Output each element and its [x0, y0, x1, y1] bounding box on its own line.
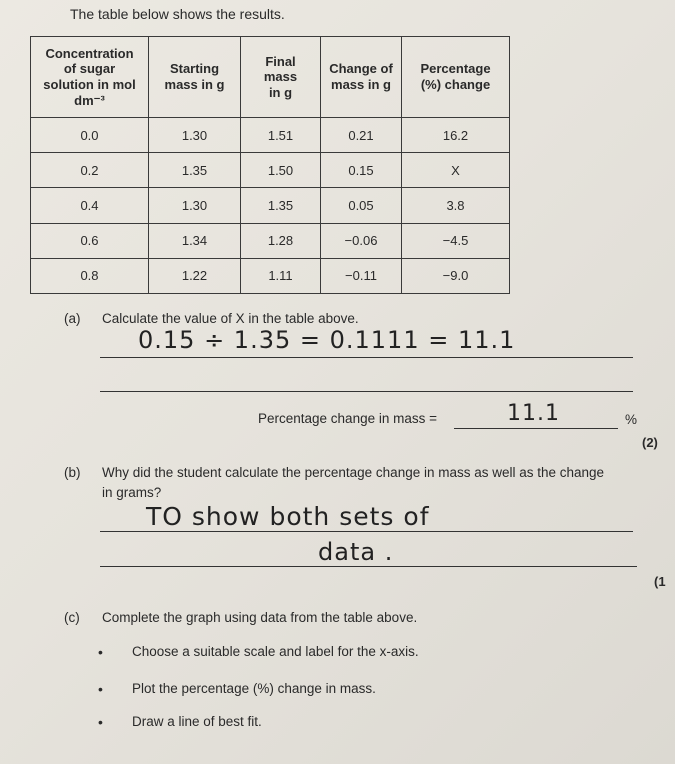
intro-text: The table below shows the results. [70, 6, 285, 22]
part-a-marks: (2) [642, 435, 658, 450]
part-a-label: (a) [64, 311, 81, 326]
table-cell: −4.5 [402, 223, 510, 258]
header-concentration: Concentration of sugar solution in mol dm⁻³ [31, 37, 149, 118]
table-header-row [31, 37, 510, 118]
header-starting-mass: Starting mass in g [149, 37, 241, 118]
table-row [31, 188, 510, 223]
table-cell: 1.30 [149, 188, 241, 223]
table-cell: 3.8 [402, 188, 510, 223]
table-cell: 0.15 [321, 153, 402, 188]
answer-line[interactable] [100, 357, 633, 358]
table-row [31, 223, 510, 258]
table-cell: 0.2 [31, 153, 149, 188]
part-c-bullet-1: Choose a suitable scale and label for the x-axis. [132, 644, 419, 659]
bullet-point-icon: • [98, 681, 103, 697]
table-cell: 1.22 [149, 258, 241, 293]
table-cell: 0.0 [31, 118, 149, 153]
percentage-answer-line[interactable] [454, 428, 618, 429]
table-cell: 1.11 [241, 258, 321, 293]
table-cell: −9.0 [402, 258, 510, 293]
part-c-bullet-3: Draw a line of best fit. [132, 714, 262, 729]
bullet-point-icon: • [98, 714, 103, 730]
bullet-point-icon: • [98, 644, 103, 660]
table-cell: −0.06 [321, 223, 402, 258]
table-cell: 0.21 [321, 118, 402, 153]
table-cell: 1.51 [241, 118, 321, 153]
table-cell: X [402, 153, 510, 188]
answer-line[interactable] [100, 531, 633, 532]
percentage-change-handwritten: 11.1 [507, 401, 560, 426]
table-row [31, 118, 510, 153]
percent-unit: % [625, 412, 638, 427]
header-percentage-change: Percentage (%) change [402, 37, 510, 118]
part-a-question: Calculate the value of X in the table above. [102, 311, 359, 326]
table-cell: −0.11 [321, 258, 402, 293]
table-row [31, 258, 510, 293]
part-b-label: (b) [64, 465, 81, 480]
part-b-handwritten-answer-line2: data . [318, 538, 394, 566]
part-b-question-line1: Why did the student calculate the percentage change in mass as well as the change [102, 465, 605, 480]
part-c-question: Complete the graph using data from the table above. [102, 610, 418, 625]
table-cell: 0.6 [31, 223, 149, 258]
answer-line[interactable] [100, 566, 637, 567]
part-b-handwritten-answer-line1: TO show both sets of [146, 502, 430, 531]
table-cell: 16.2 [402, 118, 510, 153]
answer-line[interactable] [100, 391, 633, 392]
percentage-change-label: Percentage change in mass = [258, 411, 437, 426]
part-a-handwritten-working: 0.15 ÷ 1.35 = 0.1111 = 11.1 [138, 326, 516, 354]
table-cell: 1.50 [241, 153, 321, 188]
part-b-marks: (1 [654, 574, 666, 589]
table-cell: 1.30 [149, 118, 241, 153]
table-cell: 0.4 [31, 188, 149, 223]
table-row [31, 153, 510, 188]
table-cell: 1.28 [241, 223, 321, 258]
part-c-bullet-2: Plot the percentage (%) change in mass. [132, 681, 376, 696]
header-change-mass: Change of mass in g [321, 37, 402, 118]
results-table [30, 36, 510, 294]
table-cell: 1.35 [149, 153, 241, 188]
table-cell: 0.8 [31, 258, 149, 293]
table-cell: 1.34 [149, 223, 241, 258]
part-b-question-line2: in grams? [102, 485, 162, 500]
table-cell: 0.05 [321, 188, 402, 223]
part-c-label: (c) [64, 610, 80, 625]
header-final-mass: Final mass in g [241, 37, 321, 118]
table-cell: 1.35 [241, 188, 321, 223]
